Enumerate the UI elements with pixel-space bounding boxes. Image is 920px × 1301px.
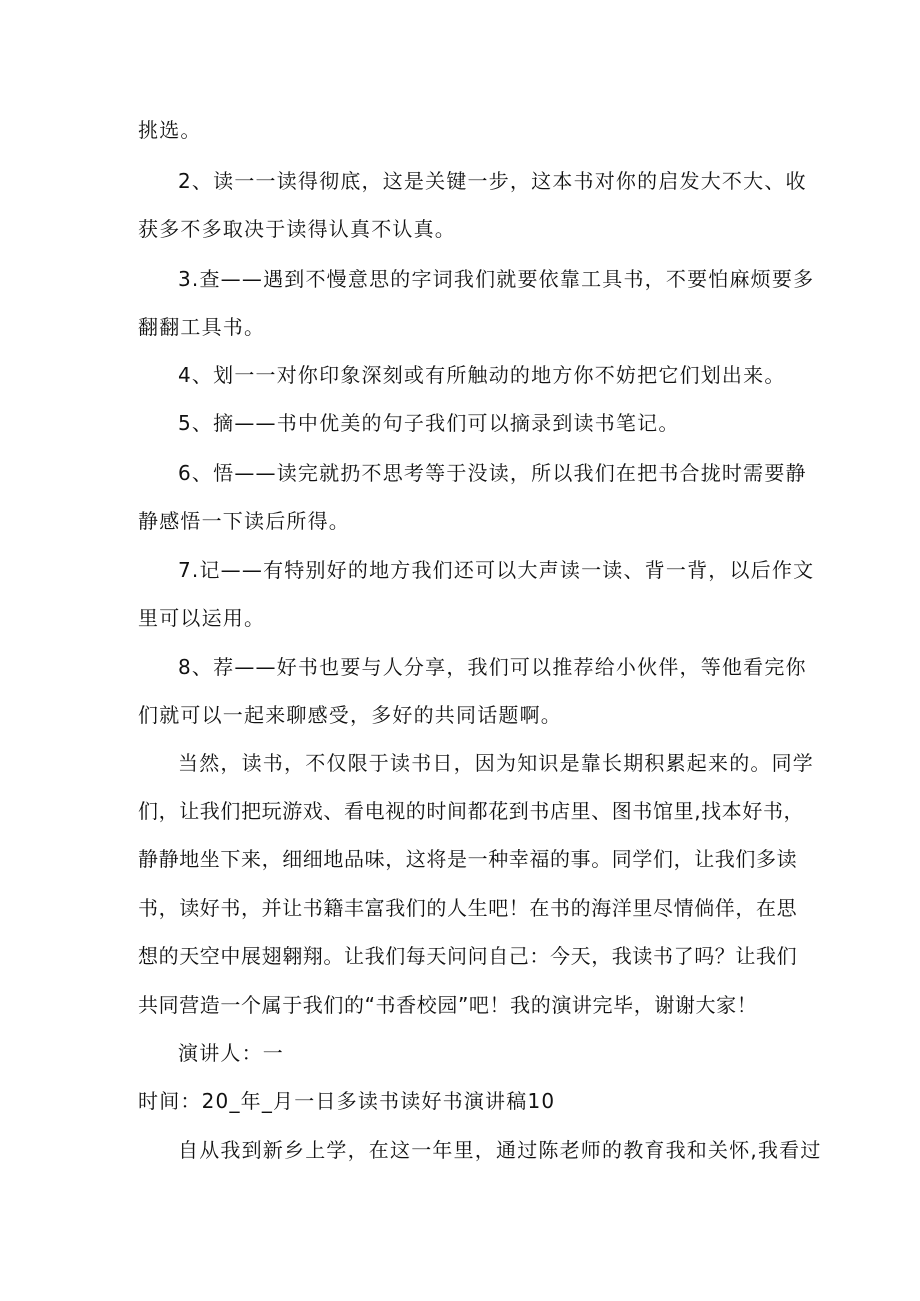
text-line: 5、摘——书中优美的句子我们可以摘录到读书笔记。	[178, 411, 680, 435]
text-line: 们就可以一起来聊感受，多好的共同话题啊。	[138, 703, 562, 727]
text-line: 7.记——有特别好的地方我们还可以大声读一读、背一背，以后作文	[178, 558, 815, 582]
text-line: 静静地坐下来，细细地品味，这将是一种幸福的事。同学们，让我们多读	[138, 847, 798, 871]
text-line: 3.查——遇到不慢意思的字词我们就要依靠工具书，不要怕麻烦要多	[178, 267, 815, 291]
text-line: 静感悟一下读后所得。	[138, 509, 350, 533]
text-line: 挑选。	[138, 118, 202, 142]
text-line: 书，读好书，并让书籍丰富我们的人生吧！在书的海洋里尽情倘佯，在思	[138, 896, 798, 920]
text-line: 4、划一一对你印象深刻或有所触动的地方你不妨把它们划出来。	[178, 363, 786, 387]
text-line: 想的天空中展翅翱翔。让我们每天问问自己：今天，我读书了吗？让我们	[138, 944, 798, 968]
text-line: 时间：20_年_月一日多读书读好书演讲稿10	[138, 1089, 556, 1113]
text-line: 6、悟——读完就扔不思考等于没读，所以我们在把书合拢时需要静	[178, 461, 807, 485]
text-line: 里可以运用。	[138, 606, 266, 630]
text-line: 们，让我们把玩游戏、看电视的时间都花到书店里、图书馆里,找本好书，	[138, 799, 805, 823]
text-line: 2、读一一读得彻底，这是关键一步，这本书对你的启发大不大、收	[178, 169, 807, 193]
text-line: 演讲人：一	[178, 1041, 284, 1065]
text-line: 当然，读书，不仅限于读书日，因为知识是靠长期积累起来的。同学	[178, 751, 814, 775]
text-line: 共同营造一个属于我们的“书香校园”吧！我的演讲完毕，谢谢大家！	[138, 993, 758, 1017]
text-line: 自从我到新乡上学，在这一年里，通过陈老师的教育我和关怀,我看过	[178, 1138, 822, 1162]
text-line: 获多不多取决于读得认真不认真。	[138, 217, 456, 241]
text-line: 翻翻工具书。	[138, 315, 266, 339]
text-line: 8、荐——好书也要与人分享，我们可以推荐给小伙伴，等他看完你	[178, 655, 807, 679]
